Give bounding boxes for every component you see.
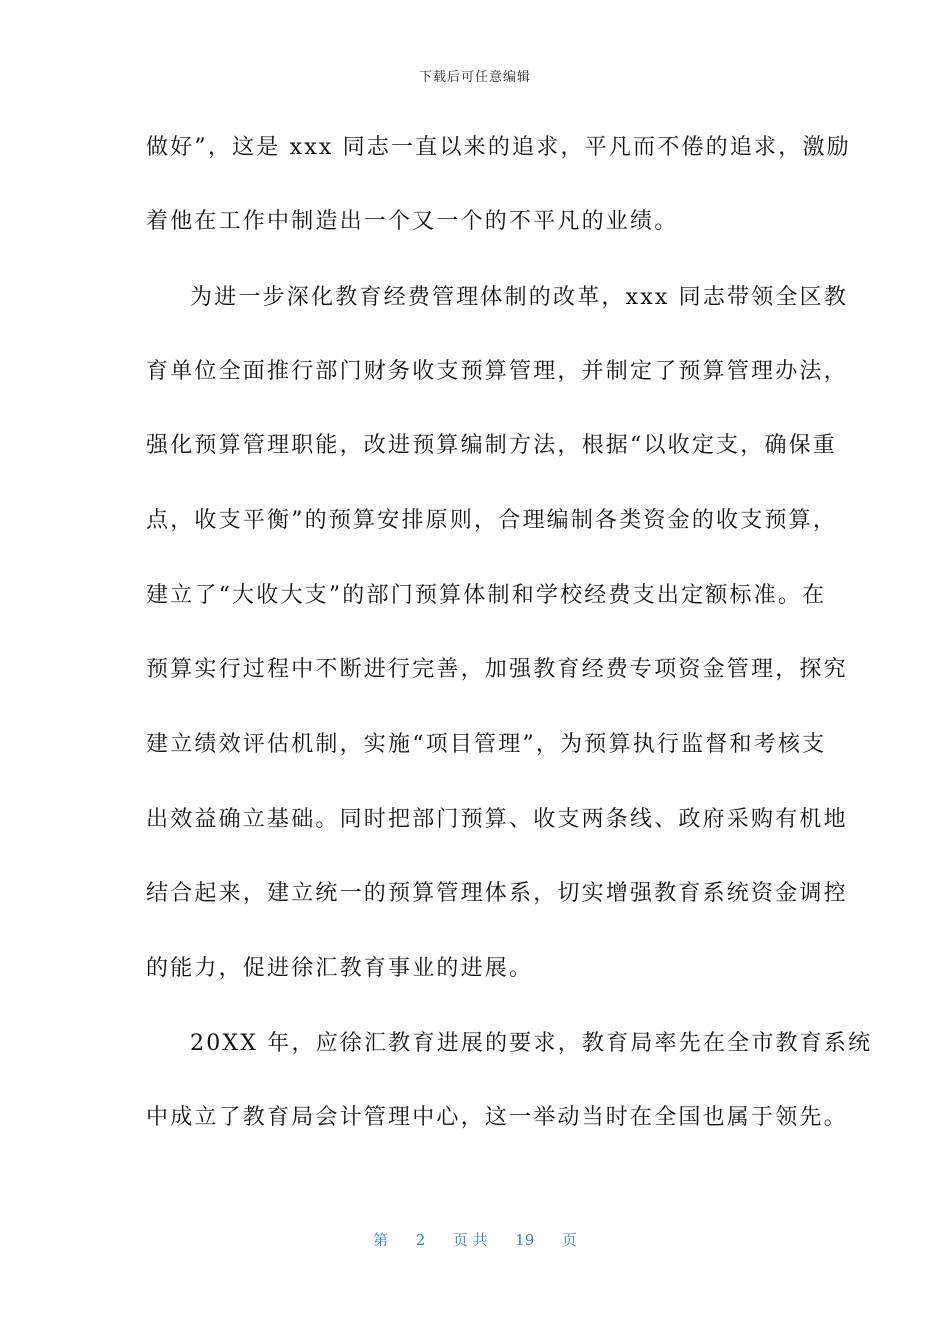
body-line-9: 建立绩效评估机制，实施“项目管理”，为预算执行监督和考核支 <box>146 732 827 757</box>
footer-current-page: 2 <box>415 1231 426 1249</box>
body-line-2: 着他在工作中制造出一个又一个的不平凡的业绩。 <box>146 209 679 234</box>
body-line-5: 强化预算管理职能，改进预算编制方法，根据“以收定支，确保重 <box>146 433 838 458</box>
body-line-6: 点，收支平衡”的预算安排原则，合理编制各类资金的收支预算， <box>146 508 838 533</box>
download-note: 下载后可任意编辑 <box>418 70 531 85</box>
footer-prefix: 第 <box>373 1231 389 1249</box>
body-line-7: 建立了“大收大支”的部门预算体制和学校经费支出定额标准。在 <box>146 583 827 608</box>
body-line-14: 中成立了教育局会计管理中心，这一举动当时在全国也属于领先。 <box>146 1105 848 1130</box>
body-line-1: 做好”，这是 xxx 同志一直以来的追求，平凡而不倦的追求，激励 <box>146 135 851 160</box>
body-line-10: 出效益确立基础。同时把部门预算、收支两条线、政府采购有机地 <box>146 807 848 832</box>
footer-suffix: 页 <box>561 1231 577 1249</box>
body-line-11: 结合起来，建立统一的预算管理体系，切实增强教育系统资金调控 <box>146 881 848 906</box>
page-number-footer <box>0 1229 950 1250</box>
body-line-12: 的能力，促进徐汇教育事业的进展。 <box>146 956 534 981</box>
footer-total-pages: 19 <box>515 1231 535 1249</box>
footer-middle: 页 共 <box>452 1231 488 1249</box>
body-line-3: 为进一步深化教育经费管理体制的改革，xxx 同志带领全区教 <box>190 285 849 310</box>
body-line-4: 育单位全面推行部门财务收支预算管理，并制定了预算管理办法， <box>146 359 848 384</box>
body-line-13: 20XX 年，应徐汇教育进展的要求，教育局率先在全市教育系统 <box>190 1031 873 1056</box>
body-line-8: 预算实行过程中不断进行完善，加强教育经费专项资金管理，探究 <box>146 657 848 682</box>
